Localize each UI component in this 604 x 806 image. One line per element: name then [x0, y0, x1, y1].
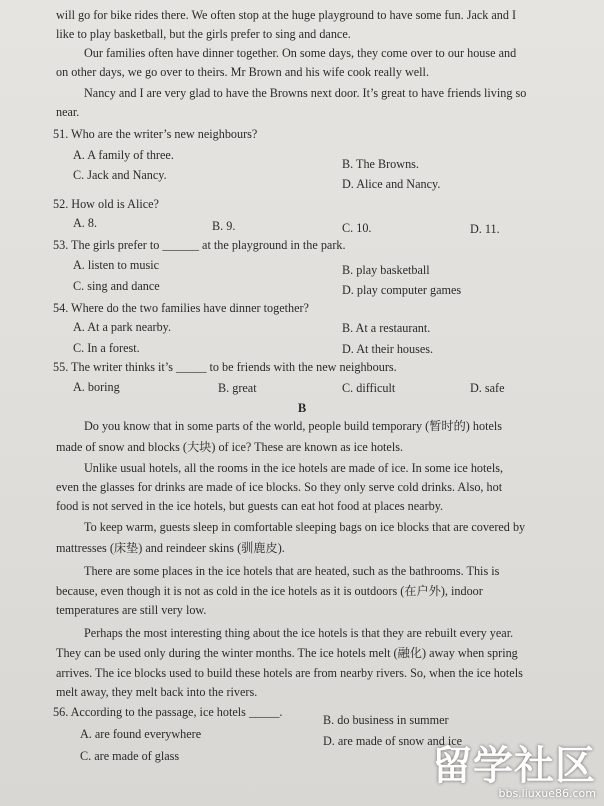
site-watermark — [432, 745, 596, 800]
question-stem: 51. Who are the writer’s new neighbours? — [53, 127, 258, 141]
option: A. A family of three. — [73, 148, 174, 162]
passage-line: Do you know that in some parts of the world, people build temporary (暂时的) hotels — [84, 419, 503, 433]
option: C. difficult — [342, 381, 396, 395]
passage-line: mattresses (床垫) and reindeer skins (驯鹿皮). — [56, 541, 285, 555]
passage-line: Our families often have dinner together. On some days, they come over to our house and — [84, 46, 517, 60]
section-heading: B — [297, 401, 307, 415]
passage-line: even the glasses for drinks are made of ice blocks. So they only serve cold drinks. Also, hot — [56, 480, 503, 494]
option: D. At their houses. — [342, 342, 434, 356]
option: D. play computer games — [342, 283, 462, 297]
passage-line: Perhaps the most interesting thing about the ice hotels is that they are rebuilt every year. — [84, 626, 514, 640]
option: A. 8. — [73, 216, 98, 230]
passage-line: made of snow and blocks (大块) of ice? These are known as ice hotels. — [56, 440, 404, 454]
passage-line: like to play basketball, but the girls prefer to sing and dance. — [56, 27, 351, 41]
option: B. play basketball — [342, 263, 430, 277]
option: D. are made of snow and ice — [323, 734, 463, 748]
passage-line: arrives. The ice blocks used to build these hotels are from nearby rivers. So, when the ice hotels — [56, 666, 523, 680]
watermark-title: 留学社区 — [432, 743, 596, 789]
option: C. Jack and Nancy. — [73, 168, 167, 182]
option: B. 9. — [212, 219, 236, 233]
passage-line: They can be used only during the winter months. The ice hotels melt (融化) away when spring — [56, 646, 518, 660]
watermark-url: bbs.liuxue86.com — [498, 787, 596, 800]
question-stem: 55. The writer thinks it’s _____ to be friends with the new neighbours. — [53, 360, 397, 374]
passage-line: will go for bike rides there. We often stop at the huge playground to have some fun. Jack and I — [56, 8, 517, 22]
option: B. great — [218, 381, 257, 395]
option: B. do business in summer — [323, 713, 449, 727]
passage-line: Unlike usual hotels, all the rooms in the ice hotels are made of ice. In some ice hotels, — [84, 461, 503, 475]
option: A. listen to music — [73, 258, 159, 272]
option: D. Alice and Nancy. — [342, 177, 441, 191]
passage-line: To keep warm, guests sleep in comfortable sleeping bags on ice blocks that are covered by — [84, 520, 526, 534]
passage-line: because, even though it is not as cold in the ice hotels as it is outdoors (在户外), indoor — [56, 584, 483, 598]
option: C. are made of glass — [80, 749, 180, 763]
passage-line: temperatures are still very low. — [56, 603, 207, 617]
question-stem: 52. How old is Alice? — [53, 197, 159, 211]
passage-line: near. — [56, 105, 80, 119]
option: A. boring — [73, 380, 120, 394]
option: B. The Browns. — [342, 157, 419, 171]
question-stem: 53. The girls prefer to ______ at the playground in the park. — [53, 238, 346, 252]
option: C. sing and dance — [73, 279, 160, 293]
option: A. At a park nearby. — [73, 320, 172, 334]
option: C. 10. — [342, 221, 372, 235]
passage-line: food is not served in the ice hotels, but guests can eat hot food at places nearby. — [56, 499, 444, 513]
option: C. In a forest. — [73, 341, 140, 355]
passage-line: melt away, they melt back into the rivers. — [56, 685, 258, 699]
option: D. safe — [470, 381, 505, 395]
option: B. At a restaurant. — [342, 321, 431, 335]
option: A. are found everywhere — [80, 727, 202, 741]
question-stem: 54. Where do the two families have dinner together? — [53, 301, 309, 315]
passage-line: There are some places in the ice hotels that are heated, such as the bathrooms. This is — [84, 564, 500, 578]
question-stem: 56. According to the passage, ice hotels _____. — [53, 705, 283, 719]
passage-line: on other days, we go over to theirs. Mr Brown and his wife cook really well. — [56, 65, 429, 79]
option: D. 11. — [470, 222, 500, 236]
passage-line: Nancy and I are very glad to have the Browns next door. It’s great to have friends living so — [84, 86, 527, 100]
